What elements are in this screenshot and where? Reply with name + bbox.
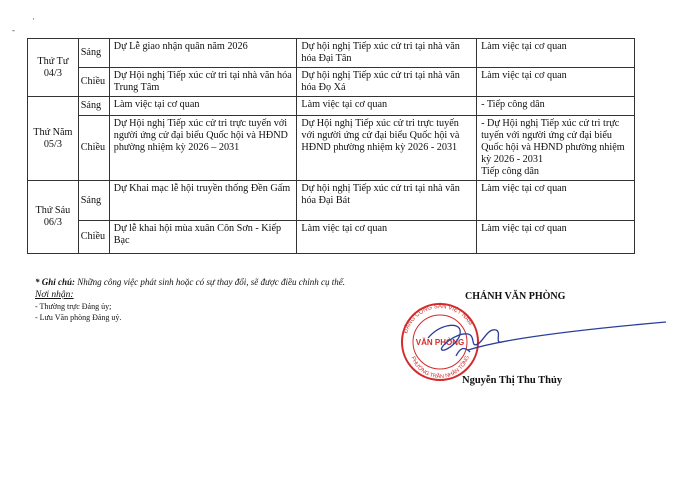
activity-cell: Dự hội nghị Tiếp xúc cử tri tại nhà văn hóa Đại Bát — [297, 181, 477, 221]
recipients-title: Nơi nhận: — [35, 290, 74, 300]
recipient-item: - Thường trực Đảng ủy; — [35, 302, 112, 311]
note-label: * Ghi chú: — [35, 277, 76, 287]
session-cell: Sáng — [78, 97, 109, 116]
note-text: Những công việc phát sinh hoặc có sự thay đổi, sẽ được điều chỉnh cụ thể. — [75, 277, 345, 287]
table-row — [28, 68, 635, 97]
table-row — [28, 221, 635, 254]
session-cell: Chiều — [78, 116, 109, 181]
activity-cell: Làm việc tại cơ quan — [477, 181, 635, 221]
recipient-item: - Lưu Văn phòng Đảng uỷ. — [35, 313, 122, 322]
table-row — [28, 116, 635, 181]
table-row — [28, 97, 635, 116]
chief-title: CHÁNH VĂN PHÒNG — [465, 291, 566, 302]
activity-cell: Dự hội nghị Tiếp xúc cử tri tại nhà văn hóa Đại Tân — [297, 39, 477, 68]
activity-cell: Làm việc tại cơ quan — [477, 39, 635, 68]
session-cell: Sáng — [78, 181, 109, 221]
activity-cell: Làm việc tại cơ quan — [297, 221, 477, 254]
signer-name: Nguyễn Thị Thu Thủy — [462, 375, 563, 386]
day-cell: Thứ Sáu 06/3 — [28, 181, 79, 254]
activity-cell: - Dự Hội nghị Tiếp xúc cử tri trực tuyến với người ứng cử đại biểu Quốc hội và HĐND phường nhiệm kỳ 2026 - 2031 Tiếp công dân — [477, 116, 635, 181]
activity-cell: Làm việc tại cơ quan — [297, 97, 477, 116]
table-row — [28, 181, 635, 221]
activity-cell: Dự Khai mạc lễ hội truyền thống Đền Gấm — [109, 181, 297, 221]
day-cell: Thứ Tư 04/3 — [28, 39, 79, 97]
activity-cell: Dự Hội nghị Tiếp xúc cử tri trực tuyến với người ứng cử đại biểu Quốc hội và HĐND phường nhiệm kỳ 2026 – 2031 — [109, 116, 297, 181]
svg-text:PHƯỜNG TRẦN NHÂN TÔNG: PHƯỜNG TRẦN NHÂN TÔNG — [409, 354, 471, 381]
activity-cell: Dự Hội nghị Tiếp xúc cử tri tại nhà văn hóa Trung Tâm — [109, 68, 297, 97]
note — [35, 277, 345, 287]
corner-dot: · — [32, 14, 35, 24]
activity-cell: Dự hội nghị Tiếp xúc cử tri tại nhà văn hóa Đọ Xá — [297, 68, 477, 97]
svg-text:ĐẢNG CỘNG SẢN VIỆT NAM: ĐẢNG CỘNG SẢN VIỆT NAM — [403, 303, 474, 335]
stamp-seal — [402, 303, 478, 380]
table-row — [28, 39, 635, 68]
session-cell: Chiều — [78, 221, 109, 254]
corner-dash: - — [12, 25, 15, 35]
svg-text:VĂN PHÒNG: VĂN PHÒNG — [415, 338, 465, 347]
activity-cell: Làm việc tại cơ quan — [109, 97, 297, 116]
day-cell: Thứ Năm 05/3 — [28, 97, 79, 181]
session-cell: Chiều — [78, 68, 109, 97]
activity-cell: Dự Lễ giao nhận quân năm 2026 — [109, 39, 297, 68]
schedule-table — [27, 38, 635, 254]
activity-cell: Dự Hội nghị Tiếp xúc cử tri trực tuyến với người ứng cử đại biểu Quốc hội và HĐND phường nhiệm kỳ 2026 - 2031 — [297, 116, 477, 181]
activity-cell: Làm việc tại cơ quan — [477, 68, 635, 97]
session-cell: Sáng — [78, 39, 109, 68]
activity-cell: Làm việc tại cơ quan — [477, 221, 635, 254]
activity-cell: - Tiếp công dân — [477, 97, 635, 116]
activity-cell: Dự lễ khai hội mùa xuân Côn Sơn - Kiếp Bạc — [109, 221, 297, 254]
